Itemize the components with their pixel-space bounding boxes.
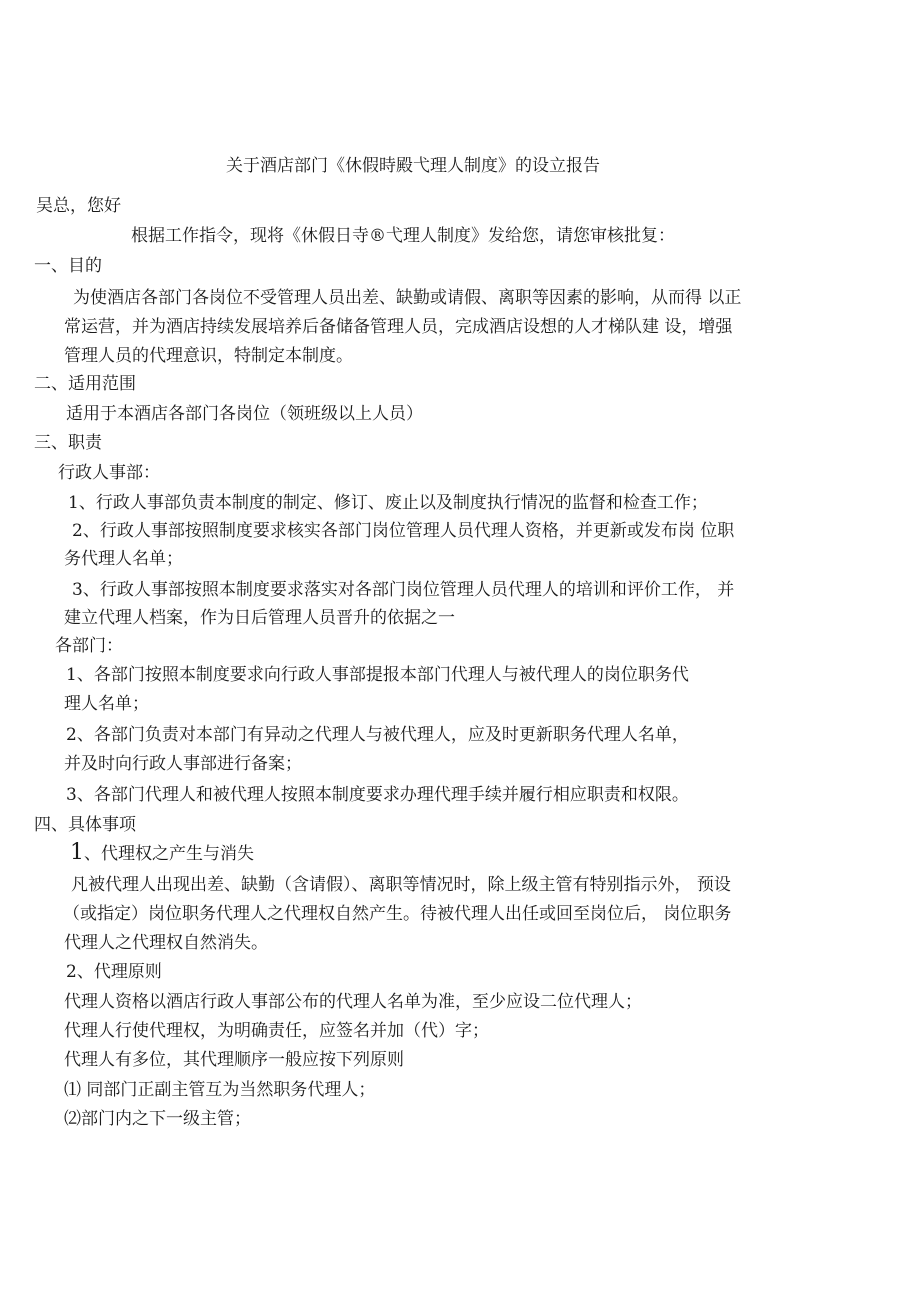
salutation: 吴总，您好	[36, 196, 121, 216]
item-1-heading	[70, 842, 254, 865]
item-2-line-3: 代理人有多位，其代理顺序一般应按下列原则	[64, 1050, 404, 1070]
admin-duty-2-line-2: 务代理人名单；	[64, 549, 183, 569]
item-2-heading: 2、代理原则	[66, 962, 162, 982]
admin-duty-3-line-1: 3、行政人事部按照本制度要求落实对各部门岗位管理人员代理人的培训和评价工作， 并	[72, 580, 735, 600]
item-1-line-3: 代理人之代理权自然消失。	[64, 933, 268, 953]
dept-duty-2-line-1: 2、各部门负责对本部门有异动之代理人与被代理人，应及时更新职务代理人名单，	[66, 725, 689, 745]
item-1-line-2: （或指定）岗位职务代理人之代理权自然产生。待被代理人出任或回至岗位后， 岗位职务	[63, 904, 732, 924]
item-2-rule-2: ⑵部门内之下一级主管；	[64, 1109, 251, 1129]
item-1-line-1: 凡被代理人出现出差、缺勤（含请假）、离职等情况时，除上级主管有特别指示外， 预设	[71, 875, 731, 895]
document-title: 关于酒店部门《休假時殿弋理人制度》的设立报告	[226, 156, 600, 176]
scope-line-1: 适用于本酒店各部门各岗位（领班级以上人员）	[66, 404, 423, 424]
item-2-line-1: 代理人资格以酒店行政人事部公布的代理人名单为准，至少应设二位代理人；	[64, 992, 642, 1012]
dept-duty-1-line-1: 1、各部门按照本制度要求向行政人事部提报本部门代理人与被代理人的岗位职务代	[66, 665, 689, 685]
admin-duty-2-line-1: 2、行政人事部按照制度要求核实各部门岗位管理人员代理人资格，并更新或发布岗 位职	[72, 521, 735, 541]
admin-duty-3-line-2: 建立代理人档案，作为日后管理人员晋升的依据之一	[64, 608, 455, 628]
purpose-line-3: 管理人员的代理意识，特制定本制度。	[64, 346, 353, 366]
item-1-number: 1	[70, 840, 84, 865]
admin-dept-heading: 行政人事部：	[58, 463, 160, 483]
section-heading-duties: 三、职责	[34, 433, 102, 453]
item-2-rule-1: ⑴ 同部门正副主管互为当然职务代理人；	[64, 1080, 376, 1100]
item-2-line-2: 代理人行使代理权，为明确责任，应签名并加（代）字；	[64, 1021, 489, 1041]
dept-duty-1-line-2: 理人名单；	[64, 694, 149, 714]
section-heading-scope: 二、适用范围	[34, 374, 136, 394]
purpose-line-1: 为使酒店各部门各岗位不受管理人员出差、缺勤或请假、离职等因素的影响，从而得 以正	[73, 288, 742, 308]
purpose-line-2: 常运营，并为酒店持续发展培养后备储备管理人员，完成酒店设想的人才梯队建 设，增强	[64, 317, 733, 337]
section-heading-purpose: 一、目的	[34, 256, 102, 276]
dept-duty-3: 3、各部门代理人和被代理人按照本制度要求办理代理手续并履行相应职责和权限。	[66, 785, 689, 805]
departments-heading: 各部门：	[55, 636, 123, 656]
section-heading-details: 四、具体事项	[34, 815, 136, 835]
intro-paragraph: 根据工作指令，现将《休假日寺®弋理人制度》发给您，请您审核批复：	[131, 226, 675, 246]
dept-duty-2-line-2: 并及时向行政人事部进行备案；	[64, 754, 302, 774]
item-1-title: 、代理权之产生与消失	[84, 844, 254, 864]
admin-duty-1: 1、行政人事部负责本制度的制定、修订、废止以及制度执行情况的监督和检查工作；	[68, 493, 708, 513]
